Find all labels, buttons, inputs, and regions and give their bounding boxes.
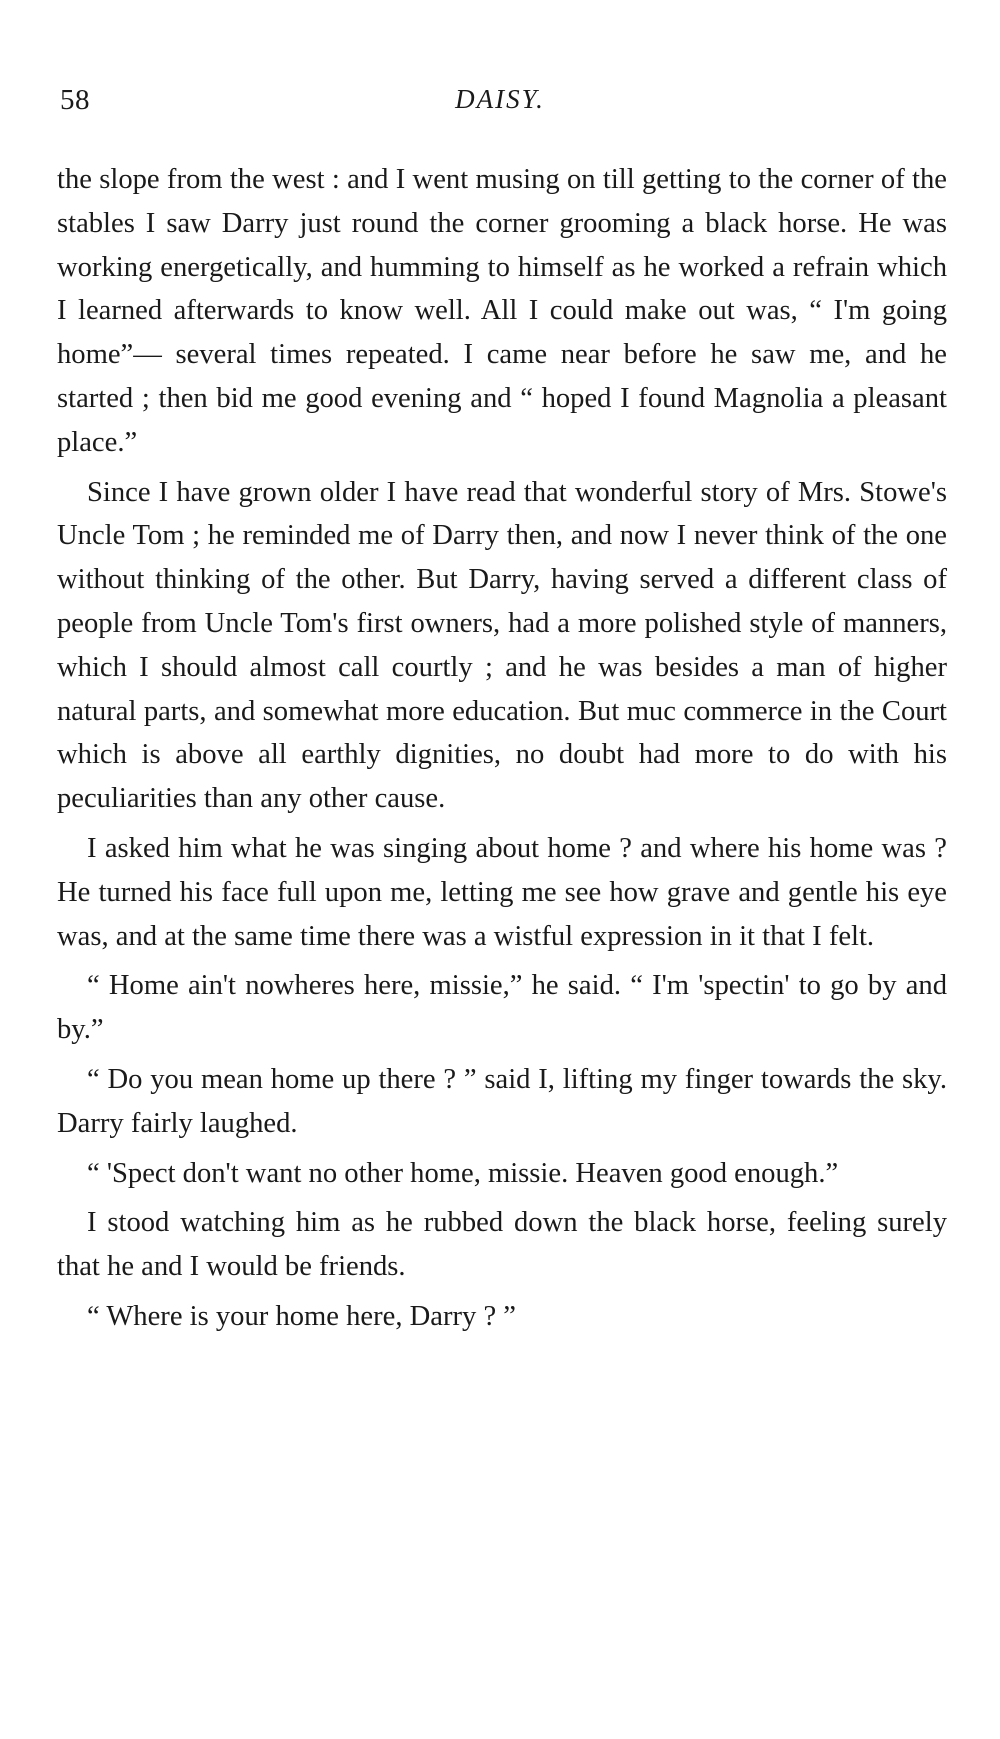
paragraph-1: the slope from the west : and I went musing on till getting to the corner of the stables I saw Darry just round the corner grooming a black horse. He was working energetically, and humming to himself as he worked a refrain which I learned afterwards to know well. All I could make out was, “ I'm going home”— several times repeated. I came near before he saw me, and he started ; then bid me good evening and “ hoped I found Magnolia a pleasant place.”: [57, 164, 947, 458]
running-title: DAISY.: [455, 84, 545, 114]
body-text: [57, 158, 947, 1345]
paragraph-8: “ Where is your home here, Darry ? ”: [87, 1300, 516, 1332]
paragraph-7: I stood watching him as he rubbed down the black horse, feeling surely that he and I would be friends.: [57, 1207, 947, 1283]
paragraph-6: “ 'Spect don't want no other home, missie. Heaven good enough.”: [87, 1157, 839, 1189]
paragraph-2: Since I have grown older I have read that wonderful story of Mrs. Stowe's Uncle Tom ; he reminded me of Darry then, and now I never think of the one without thinking of the other. But Darry, having served a different class of people from Uncle Tom's first owners, had a more polished style of manners, which I should almost call courtly ; and he was besides a man of higher natural parts, and somewhat more education. But muc commerce in the Court which is above all earthly dignities, no doubt had more to do with his peculiarities than any other cause.: [57, 476, 947, 815]
page-header: [60, 84, 940, 124]
page-number: 58: [60, 84, 90, 116]
paragraph-5: “ Do you mean home up there ? ” said I, lifting my finger towards the sky. Darry fairly laughed.: [57, 1063, 947, 1139]
paragraph-4: “ Home ain't nowheres here, missie,” he said. “ I'm 'spectin' to go by and by.”: [57, 970, 947, 1046]
paragraph-3: I asked him what he was singing about home ? and where his home was ? He turned his face full upon me, letting me see how grave and gentle his eye was, and at the same time there was a wistful expression in it that I felt.: [57, 832, 947, 952]
